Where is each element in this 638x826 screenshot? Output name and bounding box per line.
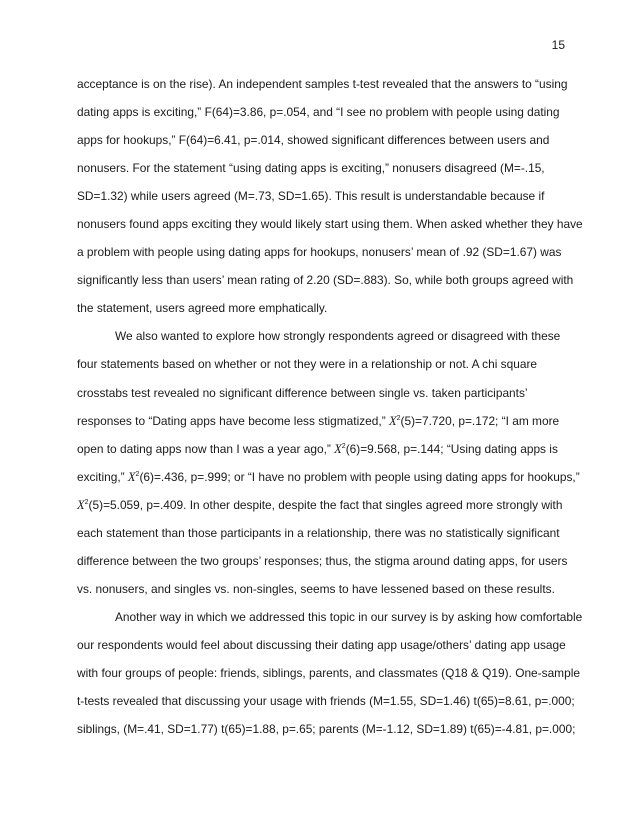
text-line — [77, 631, 577, 659]
text-segment: significantly less than users’ mean rating of 2.20 (SD=.883). So, while both groups agreed with — [77, 273, 574, 288]
text-line — [77, 126, 577, 154]
chi-square-symbol: X — [77, 497, 85, 512]
page-number: 15 — [551, 38, 565, 52]
text-segment: We also wanted to explore how strongly respondents agreed or disagreed with these — [115, 329, 561, 344]
text-line — [77, 519, 577, 547]
chi-square-symbol: X — [388, 413, 397, 428]
text-line — [77, 70, 577, 98]
text-segment: a problem with people using dating apps for hookups, nonusers’ mean of .92 (SD=1.67) was — [77, 245, 562, 260]
text-segment: t-tests revealed that discussing your usage with friends (M=1.55, SD=1.46) t(65)=8.61, p=.000; — [77, 694, 575, 709]
text-line — [77, 407, 577, 435]
text-segment: vs. nonusers, and singles vs. non-singles, seems to have lessened based on these results. — [77, 581, 555, 596]
text-line — [77, 715, 577, 743]
text-line — [77, 435, 577, 463]
text-segment: difference between the two groups’ responses; thus, the stigma around dating apps, for users — [77, 553, 568, 568]
text-segment: nonusers. For the statement “using dating apps is exciting,” nonusers disagreed (M=-.15, — [77, 161, 545, 176]
body-text — [77, 70, 583, 743]
text-line — [77, 350, 577, 378]
text-line — [77, 575, 577, 603]
text-segment: siblings, (M=.41, SD=1.77) t(65)=1.88, p=.65; parents (M=-1.12, SD=1.89) t(65)=-4.81, p=.000; — [77, 722, 576, 737]
text-segment: (6)=9.568, p=.144; “Using dating apps is — [345, 441, 558, 456]
text-segment: exciting,” — [77, 469, 128, 484]
text-line — [77, 266, 577, 294]
text-segment: dating apps is exciting,” F(64)=3.86, p=.054, and “I see no problem with people using dating — [77, 105, 560, 120]
text-line — [77, 238, 577, 266]
text-line — [77, 463, 580, 491]
superscript: 2 — [341, 442, 346, 450]
text-line — [77, 294, 577, 322]
superscript: 2 — [84, 498, 89, 506]
superscript: 2 — [396, 414, 401, 422]
text-segment: Another way in which we addressed this topic in our survey is by asking how comfortable — [115, 609, 583, 624]
text-segment: four statements based on whether or not they were in a relationship or not. A chi square — [77, 357, 538, 372]
text-line — [77, 182, 577, 210]
text-segment: (5)=7.720, p=.172; “I am more — [400, 413, 560, 428]
text-line — [77, 491, 577, 519]
text-line — [77, 603, 583, 631]
text-line — [77, 379, 577, 407]
text-line — [77, 659, 580, 687]
text-segment: responses to “Dating apps have become less stigmatized,” — [77, 413, 389, 428]
text-segment: (6)=.436, p=.999; or “I have no problem with people using dating apps for hookups,” — [139, 469, 580, 484]
text-segment: the statement, users agreed more emphatically. — [77, 301, 328, 316]
text-segment: SD=1.32) while users agreed (M=.73, SD=1.65). This result is understandable because if — [77, 189, 545, 204]
text-line — [77, 154, 577, 182]
superscript: 2 — [135, 470, 140, 478]
text-line — [77, 210, 583, 238]
text-segment: (5)=5.059, p=.409. In other despite, despite the fact that singles agreed more strongly with — [88, 497, 563, 512]
text-segment: crosstabs test revealed no significant difference between single vs. taken participants’ — [77, 385, 528, 400]
text-segment: open to dating apps now than I was a year ago,” — [77, 441, 335, 456]
text-line — [77, 687, 577, 715]
text-segment: apps for hookups,” F(64)=6.41, p=.014, showed significant differences between users and — [77, 133, 550, 148]
text-segment: nonusers found apps exciting they would likely start using them. When asked whether they have — [77, 217, 583, 232]
text-line — [77, 322, 577, 350]
chi-square-symbol: X — [127, 469, 136, 484]
text-segment: with four groups of people: friends, siblings, parents, and classmates (Q18 & Q19). One-sample — [77, 665, 580, 680]
text-segment: our respondents would feel about discussing their dating app usage/others’ dating app usage — [77, 637, 566, 652]
chi-square-symbol: X — [334, 441, 342, 456]
text-line — [77, 547, 577, 575]
text-segment: acceptance is on the rise). An independent samples t-test revealed that the answers to “using — [77, 77, 568, 91]
text-segment: each statement than those participants in a relationship, there was no statistically significant — [77, 525, 560, 540]
text-line — [77, 98, 577, 126]
